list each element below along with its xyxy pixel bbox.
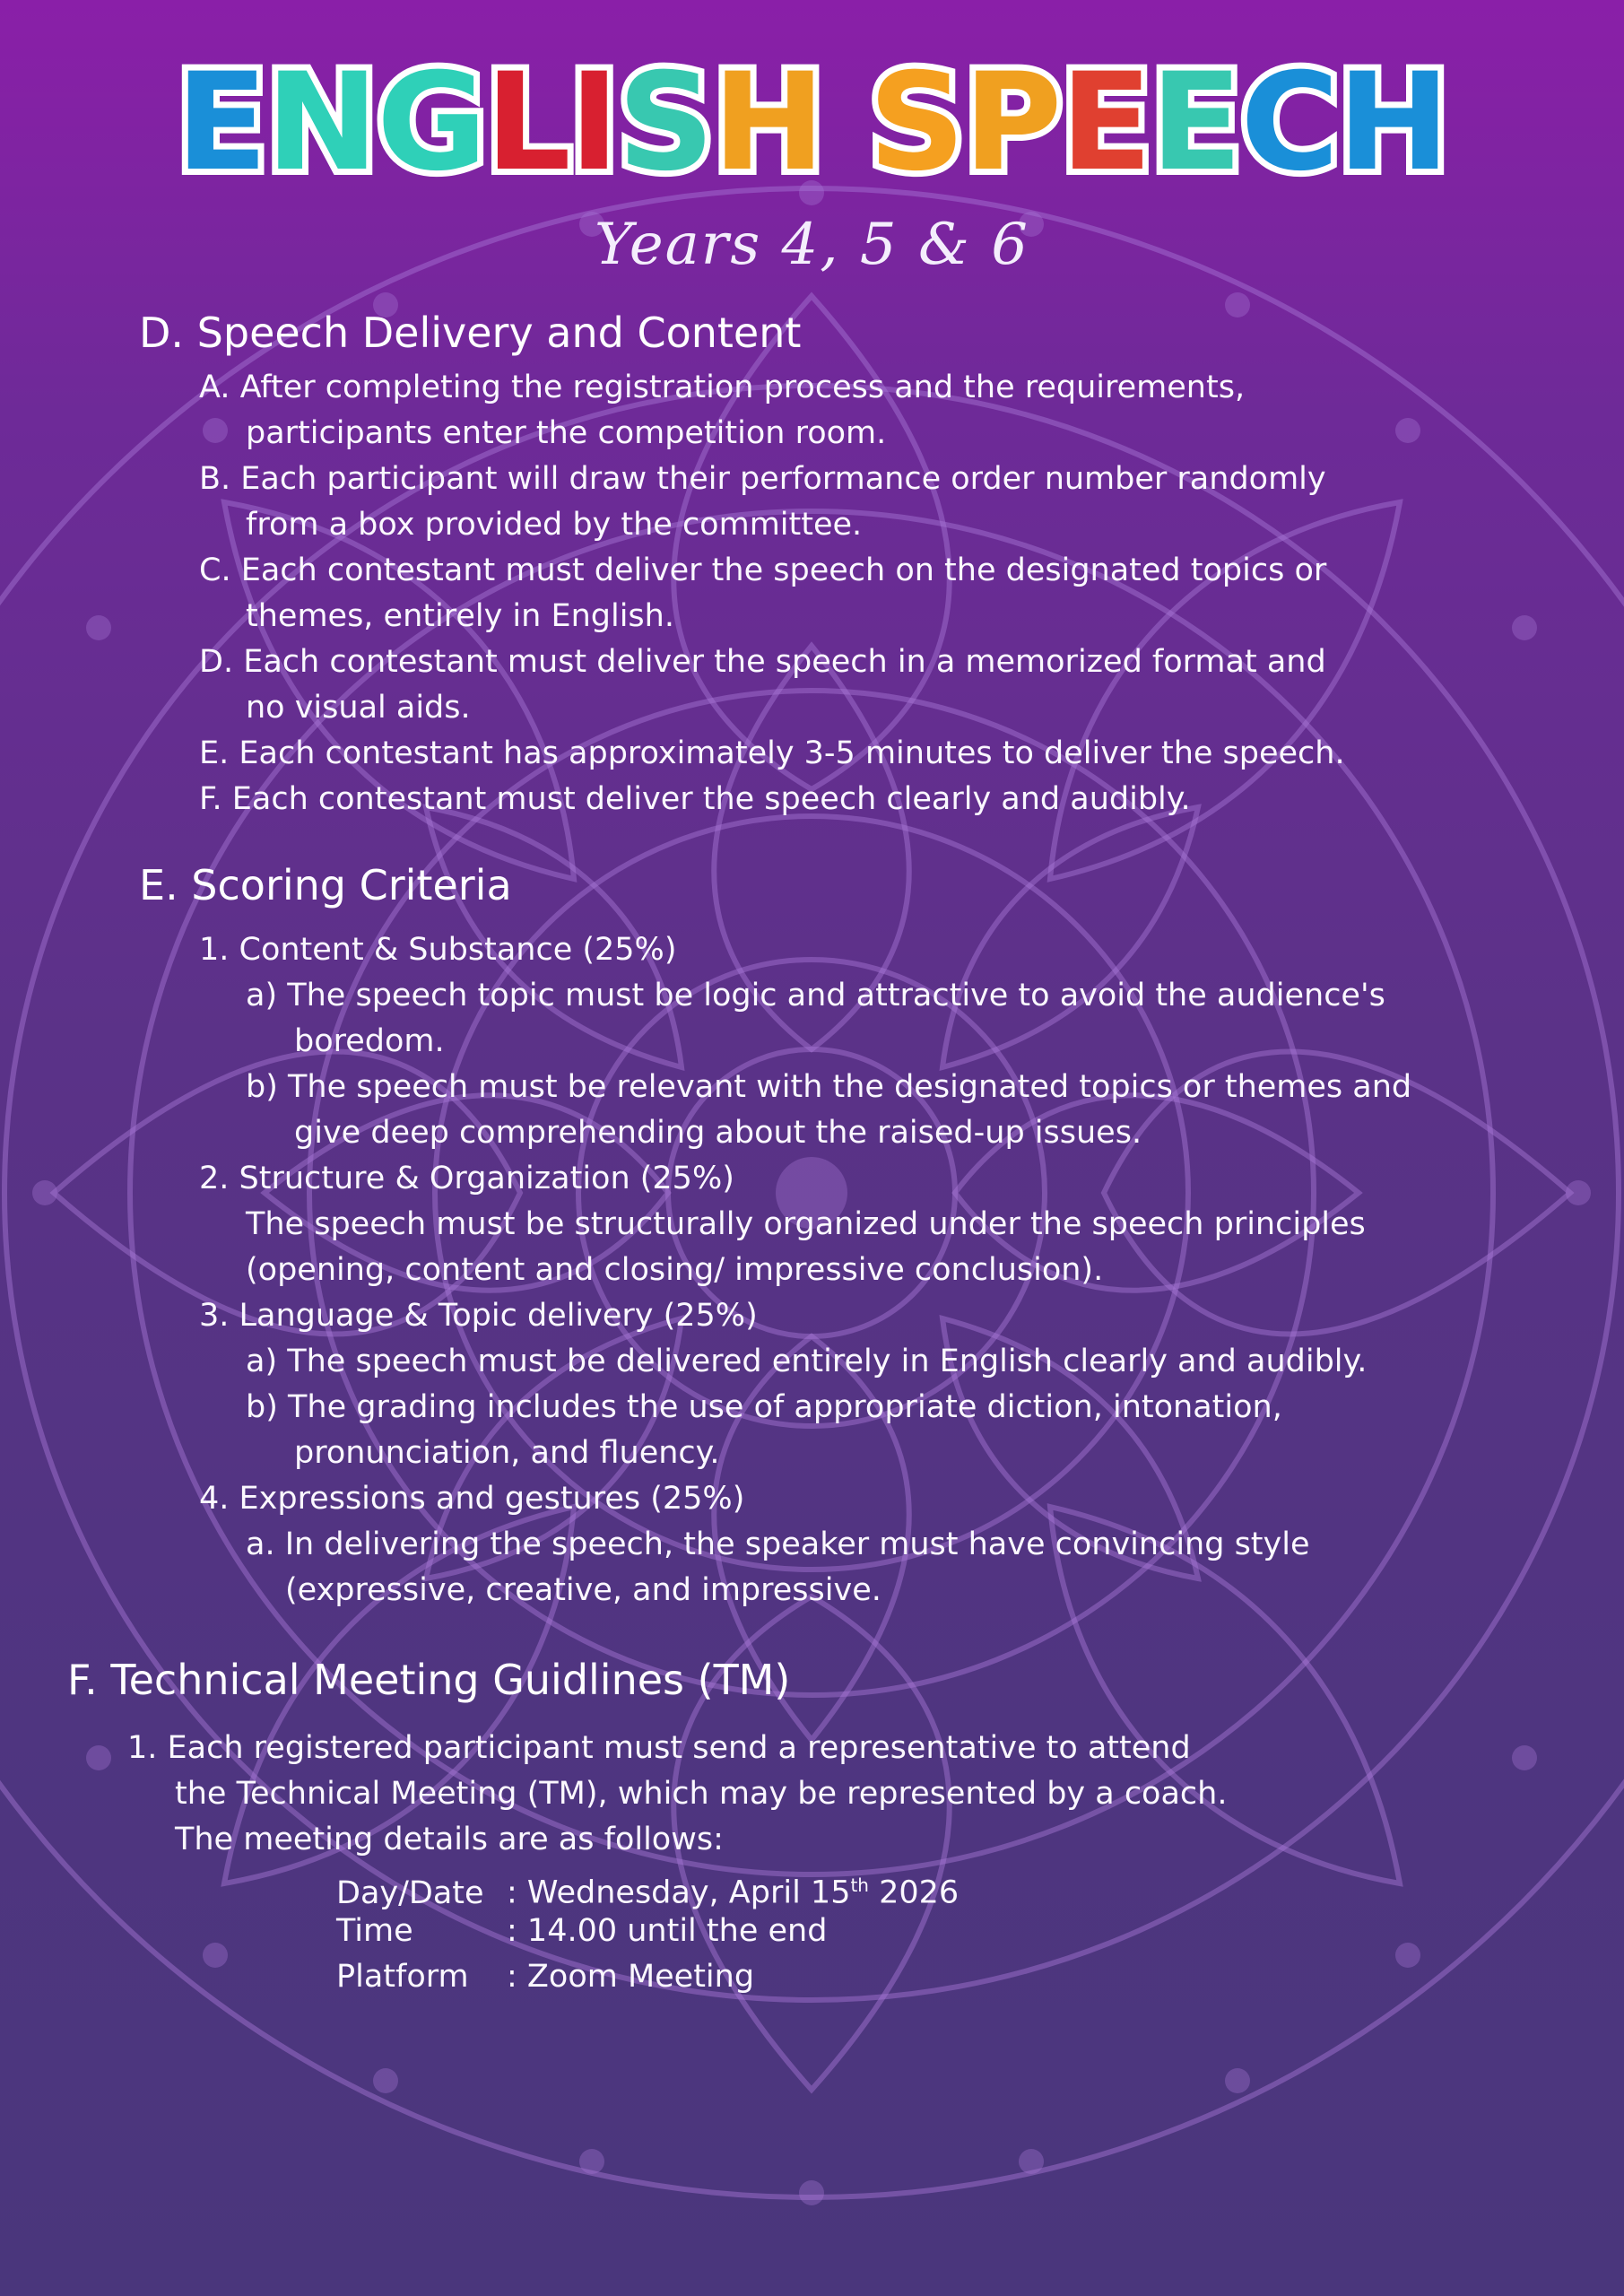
criterion-2-title: 2. Structure & Organization (25%) [199, 1161, 734, 1196]
section-d-item-c: C. Each contestant must deliver the speech on the designated topics or [199, 552, 1327, 588]
criterion-4-a: a. In delivering the speech, the speaker must have convincing style [246, 1526, 1310, 1562]
section-d-item-a-cont: participants enter the competition room. [246, 415, 887, 451]
title-letter: N [265, 45, 378, 201]
criterion-2-text-cont: (opening, content and closing/ impressive conclusion). [246, 1252, 1104, 1288]
title-letter: C [1240, 45, 1338, 201]
criterion-1-a: a) The speech topic must be logic and attractive to avoid the audience's [246, 978, 1385, 1013]
title-letter: G [377, 45, 486, 201]
section-d-item-b: B. Each participant will draw their performance order number randomly [199, 461, 1326, 497]
criterion-1-title: 1. Content & Substance (25%) [199, 932, 677, 968]
section-f-heading: F. Technical Meeting Guidlines (TM) [67, 1656, 791, 1704]
criterion-2-text: The speech must be structurally organized under the speech principles [246, 1206, 1366, 1242]
section-d-item-e: E. Each contestant has approximately 3-5 minutes to deliver the speech. [199, 735, 1345, 771]
section-d-heading: D. Speech Delivery and Content [139, 309, 802, 357]
criterion-1-a-cont: boredom. [294, 1023, 445, 1059]
title-letter: I [569, 45, 618, 201]
section-d-item-d-cont: no visual aids. [246, 690, 471, 726]
title-letter: H [1337, 45, 1448, 201]
criterion-4-title: 4. Expressions and gestures (25%) [199, 1481, 745, 1517]
criterion-1-b: b) The speech must be relevant with the designated topics or themes and [246, 1069, 1412, 1105]
title-letter: E [176, 45, 266, 201]
section-f-item-1: 1. Each registered participant must send a representative to attend [127, 1730, 1191, 1766]
section-e-heading: E. Scoring Criteria [139, 861, 512, 909]
criterion-3-b: b) The grading includes the use of appropriate diction, intonation, [246, 1389, 1282, 1425]
section-d-item-a: A. After completing the registration process and the requirements, [199, 370, 1246, 405]
title-letter: H [712, 45, 824, 201]
criterion-4-a-cont: (expressive, creative, and impressive. [285, 1572, 881, 1608]
title-letter: P [963, 45, 1061, 201]
section-d-item-f: F. Each contestant must deliver the speech clearly and audibly. [199, 781, 1191, 817]
section-d-item-d: D. Each contestant must deliver the speech in a memorized format and [199, 644, 1326, 680]
section-f-item-1-cont2: The meeting details are as follows: [175, 1822, 724, 1857]
title-letter: L [485, 45, 569, 201]
meeting-platform-row: Platform : Zoom Meeting [336, 1959, 755, 1995]
title-letter: E [1150, 45, 1241, 201]
criterion-1-b-cont: give deep comprehending about the raised-up issues. [294, 1115, 1142, 1151]
flyer-title [0, 45, 1624, 201]
title-letter [823, 45, 868, 201]
title-letter: S [868, 45, 964, 201]
criterion-3-a: a) The speech must be delivered entirely in English clearly and audibly. [246, 1344, 1368, 1379]
meeting-date-row: Day/Date : Wednesday, April 15th 2026 [336, 1874, 960, 1911]
title-letter: E [1060, 45, 1151, 201]
section-f-item-1-cont: the Technical Meeting (TM), which may be represented by a coach. [175, 1776, 1228, 1812]
section-d-item-c-cont: themes, entirely in English. [246, 598, 674, 634]
section-d-item-b-cont: from a box provided by the committee. [246, 507, 863, 543]
flyer-subtitle: Years 4, 5 & 6 [595, 212, 1029, 278]
criterion-3-title: 3. Language & Topic delivery (25%) [199, 1298, 758, 1334]
title-letter: S [617, 45, 713, 201]
meeting-time-row: Time : 14.00 until the end [336, 1913, 828, 1949]
criterion-3-b-cont: pronunciation, and fluency. [294, 1435, 720, 1471]
